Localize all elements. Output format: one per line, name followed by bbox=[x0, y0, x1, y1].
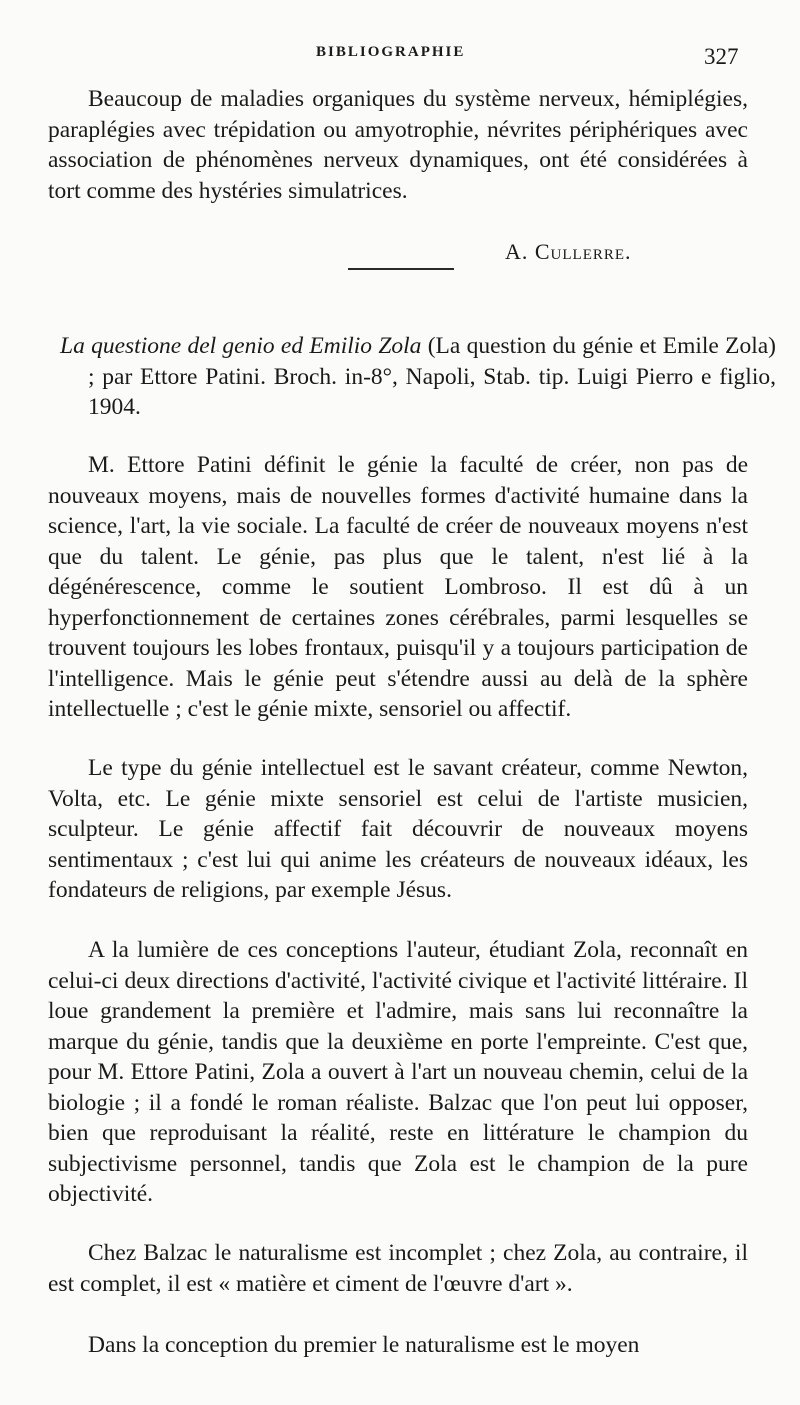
page-number: 327 bbox=[704, 44, 739, 69]
review2-work-title: La questione del genio ed Emilio Zola bbox=[60, 333, 422, 359]
review2-citation-details: (La question du génie et Emile Zola) ; par Ettore Patini. Broch. in-8°, Napoli, Stab. tip. Luigi Pierro e figlio, 1904. bbox=[88, 333, 777, 420]
review2-citation bbox=[60, 331, 776, 423]
review2-paragraph: M. Ettore Patini définit le génie la faculté de créer, non pas de nouveaux moyens, mais de nouvelles formes d'activité humaine dans la science, l'art, la vie sociale. La faculté de créer de nouveaux moyens n'est que du talent. Le génie, pas plus que le talent, n'est lié à la dégénérescence, comme le soutient Lombroso. Il est dû à un hyperfonctionnement de certaines zones cérébrales, parmi lesquelles se trouvent toujours les lobes frontaux, puisqu'il y a toujours participation de l'intelligence. Mais le génie peut s'étendre aussi au delà de la sphère intellectuelle ; c'est le génie mixte, sensoriel ou affectif. bbox=[48, 452, 748, 722]
running-title: BIBLIOGRAPHIE bbox=[316, 44, 466, 60]
review1-paragraph: Beaucoup de maladies organiques du système nerveux, hémiplégies, paraplégies avec trépidation ou amyotrophie, névrites périphériques avec association de phénomènes nerveux dynamiques, ont été considérées à tort comme des hystéries simulatrices. bbox=[48, 86, 748, 204]
review1-signature: A. Cullerre. bbox=[505, 239, 632, 264]
review2-paragraph: A la lumière de ces conceptions l'auteur, étudiant Zola, reconnaît en celui-ci deux directions d'activité, l'activité civique et l'activité littéraire. Il loue grandement la première et l'admire, mais sans lui reconnaître la marque du génie, tandis que la deuxième en porte l'empreinte. C'est que, pour M. Ettore Patini, Zola a ouvert à l'art un nouveau chemin, celui de la biologie ; il a fondé le roman réaliste. Balzac que l'on peut lui opposer, bien que reproduisant la réalité, reste en littérature le champion du subjectivisme personnel, tandis que Zola est le champion de la pure objectivité. bbox=[48, 937, 748, 1207]
section-divider bbox=[348, 268, 454, 270]
review2-paragraph: Le type du génie intellectuel est le savant créateur, comme Newton, Volta, etc. Le génie mixte sensoriel est celui de l'artiste musicien, sculpteur. Le génie affectif fait découvrir de nouveaux moyens sentimentaux ; c'est lui qui anime les créateurs de nouveaux idéaux, les fondateurs de religions, par exemple Jésus. bbox=[48, 755, 748, 903]
review2-paragraph: Chez Balzac le naturalisme est incomplet ; chez Zola, au contraire, il est complet, il est « matière et ciment de l'œuvre d'art ». bbox=[48, 1240, 748, 1297]
review2-paragraph: Dans la conception du premier le naturalisme est le moyen bbox=[88, 1332, 640, 1358]
